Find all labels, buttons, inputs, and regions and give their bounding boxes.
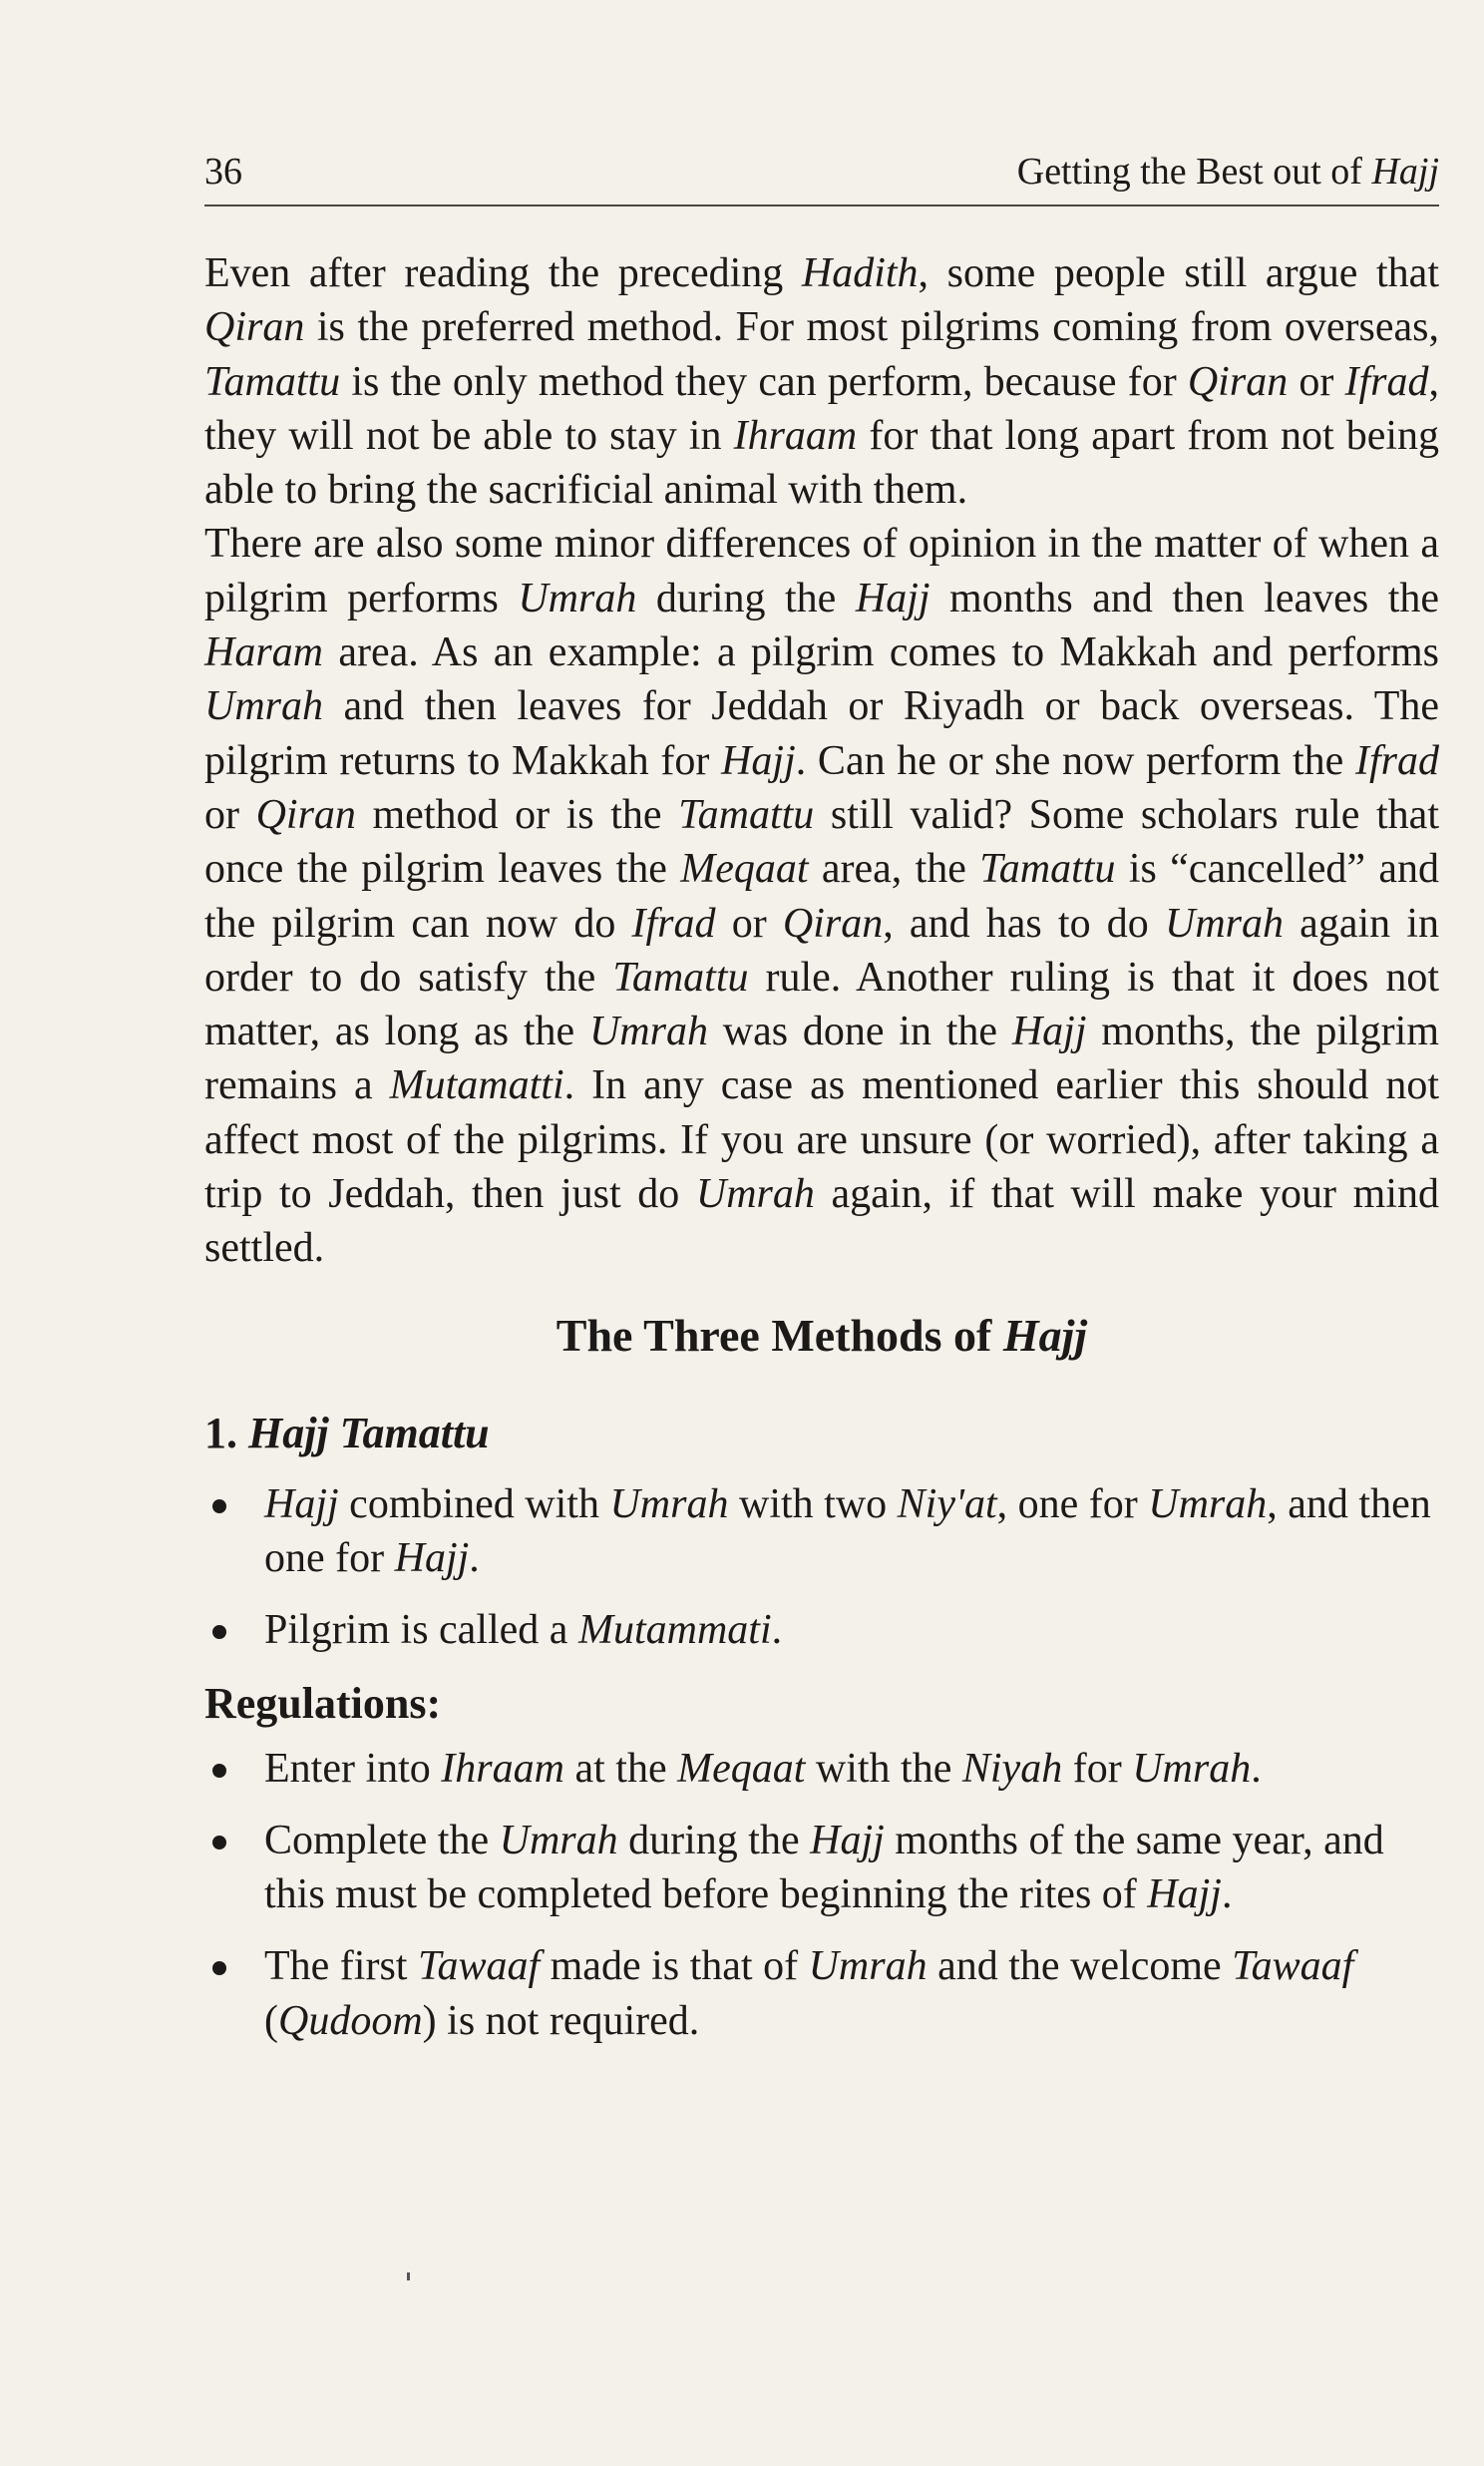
- italic-term: Meqaat: [680, 846, 809, 893]
- italic-term: Ifrad: [631, 900, 716, 947]
- print-mark: [407, 2272, 410, 2280]
- italic-term: Umrah: [1148, 1480, 1268, 1527]
- page-number: 36: [204, 151, 242, 193]
- italic-term: Qudoom: [278, 1997, 423, 2044]
- subheading: [204, 1406, 1439, 1461]
- section-heading: [204, 1306, 1439, 1366]
- italic-term: Ihraam: [441, 1745, 564, 1792]
- italic-term: Qiran: [782, 900, 884, 947]
- list-item-text: Hajj combined with Umrah with two Niy'at, one for Umrah, and then one for Hajj.: [264, 1480, 1431, 1581]
- italic-term: Umrah: [588, 1009, 708, 1055]
- list-item: [204, 1939, 1439, 2048]
- italic-term: Tamattu: [678, 791, 815, 838]
- list-item-text: Pilgrim is called a Mutammati.: [264, 1607, 783, 1654]
- list-item-text: Complete the Umrah during the Hajj months of the same year, and this must be completed before beginning the rites of Hajj.: [264, 1817, 1384, 1918]
- paragraph: There are also some minor differences of opinion in the matter of when a pilgrim performs Umrah during the Hajj months and then leaves the Haram area. As an example: a pilgrim comes to Makkah and performs Umrah and then leaves for Jeddah or Riyadh or back overseas. The pilgrim returns to Makkah for Hajj. Can he or she now perform the Ifrad or Qiran method or is the Tamattu still valid? Some scholars rule that once the pilgrim leaves the Meqaat area, the Tamattu is “cancelled” and the pilgrim can now do Ifrad or Qiran, and has to do Umrah again in order to do satisfy the Tamattu rule. Another ruling is that it does not matter, as long as the Umrah was done in the Hajj months, the pilgrim remains a Mutamatti. In any case as mentioned earlier this should not affect most of the pilgrims. If you are unsure (or worried), after taking a trip to Jeddah, then just do Umrah again, if that will make your mind settled.: [204, 521, 1440, 1272]
- list-item: [204, 1603, 1439, 1657]
- header-rule: [204, 205, 1439, 206]
- body-text: [204, 246, 1439, 2066]
- italic-term: Tamattu: [612, 954, 749, 1001]
- italic-term: Hajj: [1011, 1009, 1087, 1055]
- italic-term: Tamattu: [204, 358, 341, 405]
- italic-term: Niy'at: [897, 1480, 997, 1527]
- italic-term: Umrah: [609, 1480, 729, 1527]
- bullet-list-regulations: [204, 1742, 1439, 2048]
- list-item: [204, 1742, 1439, 1796]
- italic-term: Mutamatti: [389, 1062, 564, 1109]
- italic-term: Umrah: [518, 575, 637, 621]
- italic-term: Haram: [204, 629, 324, 676]
- running-title: [1017, 150, 1439, 194]
- italic-term: Hajj: [264, 1480, 339, 1527]
- italic-term: Umrah: [1164, 900, 1284, 947]
- italic-term: Meqaat: [677, 1745, 806, 1792]
- italic-term: Umrah: [808, 1943, 928, 1990]
- subheading-number: 1.: [204, 1408, 248, 1457]
- italic-term: Qiran: [255, 791, 356, 838]
- running-title-italic: Hajj: [1371, 151, 1439, 193]
- list-item: [204, 1814, 1439, 1922]
- running-header: [204, 150, 1439, 200]
- list-item-text: Enter into Ihraam at the Meqaat with the Niyah for Umrah.: [264, 1745, 1262, 1792]
- bullet-icon: [212, 1836, 226, 1850]
- bullet-list-definition: [204, 1477, 1439, 1658]
- section-heading-text: The Three Methods of: [556, 1309, 1003, 1361]
- italic-term: Hadith: [801, 250, 919, 296]
- italic-term: Hajj: [855, 575, 930, 621]
- running-title-text: Getting the Best out of: [1016, 151, 1372, 193]
- italic-term: Mutammati: [577, 1607, 772, 1654]
- bullet-icon: [212, 1764, 226, 1778]
- list-item-text: The first Tawaaf made is that of Umrah and the welcome Tawaaf (Qudoom) is not required.: [264, 1943, 1354, 2044]
- italic-term: Ifrad: [1355, 737, 1440, 784]
- paragraph: Even after reading the preceding Hadith, some people still argue that Qiran is the preferred method. For most pilgrims coming from overseas, Tamattu is the only method they can perform, because for Qiran or Ifrad, they will not be able to stay in Ihraam for that long apart from not being able to bring the sacrificial animal with them.: [204, 250, 1440, 514]
- italic-term: Tawaaf: [1232, 1943, 1354, 1990]
- italic-term: Hajj: [1147, 1871, 1222, 1918]
- italic-term: Ihraam: [733, 412, 858, 459]
- italic-term: Umrah: [1132, 1745, 1252, 1792]
- italic-term: Umrah: [695, 1171, 815, 1218]
- bullet-icon: [212, 1499, 226, 1513]
- bullet-icon: [212, 1961, 226, 1975]
- italic-term: Hajj: [721, 737, 796, 784]
- italic-term: Qiran: [204, 304, 305, 351]
- regulations-heading: Regulations:: [204, 1678, 442, 1728]
- italic-term: Tawaaf: [417, 1943, 541, 1990]
- italic-term: Hajj: [394, 1534, 470, 1581]
- list-item: [204, 1477, 1439, 1586]
- italic-term: Hajj: [810, 1817, 885, 1863]
- subheading-italic: Hajj Tamattu: [248, 1408, 490, 1457]
- italic-term: Tamattu: [979, 846, 1116, 893]
- section-heading-italic: Hajj: [1002, 1309, 1088, 1361]
- italic-term: Umrah: [204, 683, 324, 730]
- italic-term: Qiran: [1187, 358, 1289, 405]
- italic-term: Niyah: [961, 1745, 1063, 1792]
- bullet-icon: [212, 1625, 226, 1639]
- italic-term: Ifrad: [1344, 358, 1429, 405]
- italic-term: Umrah: [499, 1817, 618, 1863]
